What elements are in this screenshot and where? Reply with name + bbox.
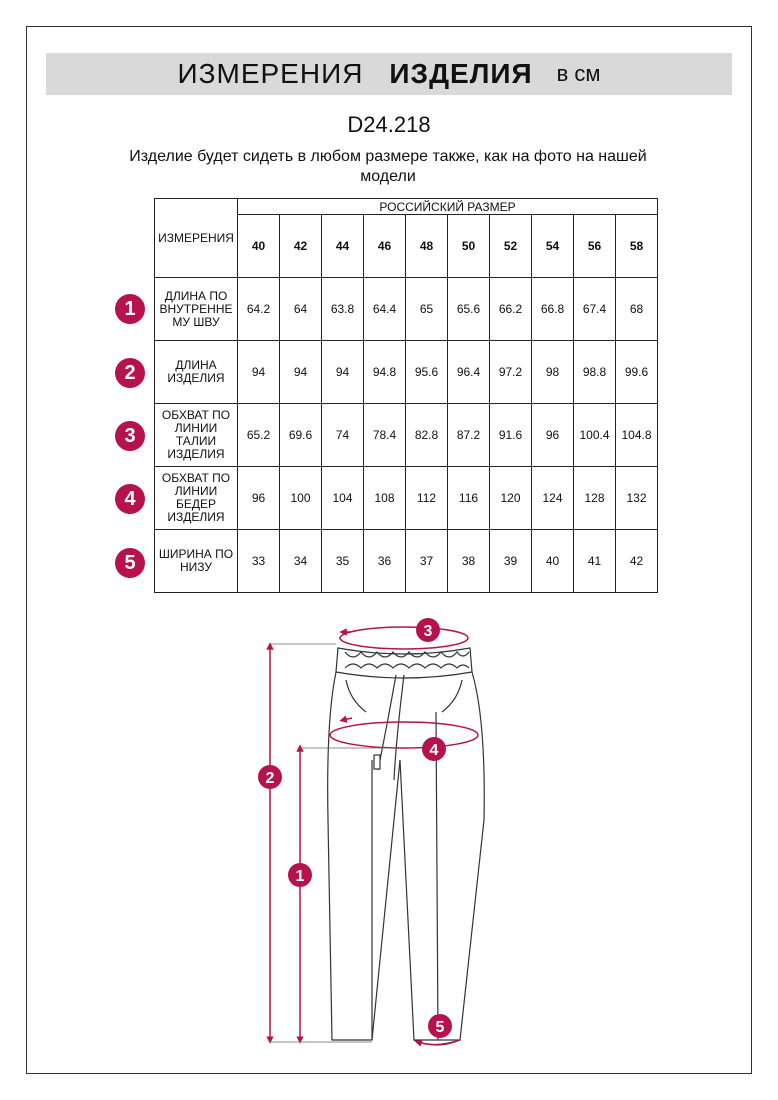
measurement-value: 94 — [280, 341, 322, 404]
size-header: 42 — [280, 215, 322, 278]
measurement-value: 37 — [406, 530, 448, 593]
measurement-value: 40 — [532, 530, 574, 593]
measurement-value: 91.6 — [490, 404, 532, 467]
row-number-badge: 1 — [115, 294, 145, 324]
size-header: 50 — [448, 215, 490, 278]
measurement-value: 42 — [616, 530, 658, 593]
measurement-value: 38 — [448, 530, 490, 593]
diagram-marker-label: 4 — [429, 742, 439, 759]
measurement-value: 108 — [364, 467, 406, 530]
size-header: 40 — [238, 215, 280, 278]
size-header: 48 — [406, 215, 448, 278]
measurement-value: 112 — [406, 467, 448, 530]
measurement-value: 98.8 — [574, 341, 616, 404]
row-number-badge: 4 — [115, 484, 145, 514]
measurement-value: 69.6 — [280, 404, 322, 467]
measurement-value: 100.4 — [574, 404, 616, 467]
measurement-value: 120 — [490, 467, 532, 530]
hip-circumference-line — [330, 722, 478, 748]
size-header: 58 — [616, 215, 658, 278]
measurement-value: 95.6 — [406, 341, 448, 404]
measurement-value: 94 — [322, 341, 364, 404]
corner-label: ИЗМЕРЕНИЯ — [155, 199, 238, 278]
diagram-marker-label: 2 — [265, 770, 275, 787]
diagram-marker-label: 1 — [295, 868, 305, 885]
size-group-label: РОССИЙСКИЙ РАЗМЕР — [238, 199, 658, 215]
size-header: 52 — [490, 215, 532, 278]
measure-lines — [270, 627, 478, 1045]
measurement-value: 67.4 — [574, 278, 616, 341]
row-number-badge: 2 — [115, 358, 145, 388]
hem-width-line — [418, 1040, 460, 1045]
measurement-value: 116 — [448, 467, 490, 530]
measurement-value: 96 — [238, 467, 280, 530]
measurement-value: 35 — [322, 530, 364, 593]
title-part2: ИЗДЕЛИЯ — [389, 58, 533, 89]
measurement-label: ДЛИНА ПО ВНУТРЕННЕ МУ ШВУ — [155, 278, 238, 341]
measurement-value: 132 — [616, 467, 658, 530]
measurement-value: 34 — [280, 530, 322, 593]
measurement-value: 82.8 — [406, 404, 448, 467]
measurement-value: 64 — [280, 278, 322, 341]
measurement-value: 33 — [238, 530, 280, 593]
measurement-value: 104 — [322, 467, 364, 530]
measurement-value: 64.2 — [238, 278, 280, 341]
size-header: 44 — [322, 215, 364, 278]
measurement-value: 97.2 — [490, 341, 532, 404]
measurement-value: 66.2 — [490, 278, 532, 341]
diagram-marker-label: 3 — [423, 623, 433, 640]
measurement-value: 87.2 — [448, 404, 490, 467]
measurement-value: 74 — [322, 404, 364, 467]
measurement-value: 65.6 — [448, 278, 490, 341]
measurement-label: ОБХВАТ ПО ЛИНИИ ТАЛИИ ИЗДЕЛИЯ — [155, 404, 238, 467]
measurement-value: 124 — [532, 467, 574, 530]
row-number-badge: 3 — [115, 421, 145, 451]
measurement-value: 64.4 — [364, 278, 406, 341]
measurement-value: 65 — [406, 278, 448, 341]
measurement-value: 99.6 — [616, 341, 658, 404]
measurement-value: 100 — [280, 467, 322, 530]
diagram-markers — [258, 618, 452, 1038]
size-header: 46 — [364, 215, 406, 278]
guide-lines — [270, 644, 396, 1042]
measurement-label: ОБХВАТ ПО ЛИНИИ БЕДЕР ИЗДЕЛИЯ — [155, 467, 238, 530]
diagram-marker-label: 5 — [435, 1019, 445, 1036]
model-code: D24.218 — [347, 112, 431, 137]
waist-circumference-line — [340, 627, 468, 649]
measurement-value: 94 — [238, 341, 280, 404]
measurement-value: 39 — [490, 530, 532, 593]
size-header: 54 — [532, 215, 574, 278]
measurement-value: 128 — [574, 467, 616, 530]
size-header: 56 — [574, 215, 616, 278]
measurement-value: 96.4 — [448, 341, 490, 404]
pants-outline — [328, 648, 485, 1045]
row-number-badge: 5 — [115, 548, 145, 578]
measurement-value: 104.8 — [616, 404, 658, 467]
measurement-value: 65.2 — [238, 404, 280, 467]
measurement-value: 36 — [364, 530, 406, 593]
title-units: в см — [556, 61, 601, 86]
measurement-value: 78.4 — [364, 404, 406, 467]
measurement-value: 68 — [616, 278, 658, 341]
fit-note: Изделие будет сидеть в любом размере также, как на фото на нашей модели — [129, 148, 647, 185]
title-part1: ИЗМЕРЕНИЯ — [177, 58, 364, 89]
measurement-value: 96 — [532, 404, 574, 467]
measurement-value: 41 — [574, 530, 616, 593]
measurement-label: ДЛИНА ИЗДЕЛИЯ — [155, 341, 238, 404]
measurement-label: ШИРИНА ПО НИЗУ — [155, 530, 238, 593]
measurement-value: 63.8 — [322, 278, 364, 341]
measurement-value: 98 — [532, 341, 574, 404]
measurement-value: 66.8 — [532, 278, 574, 341]
measurement-value: 94.8 — [364, 341, 406, 404]
